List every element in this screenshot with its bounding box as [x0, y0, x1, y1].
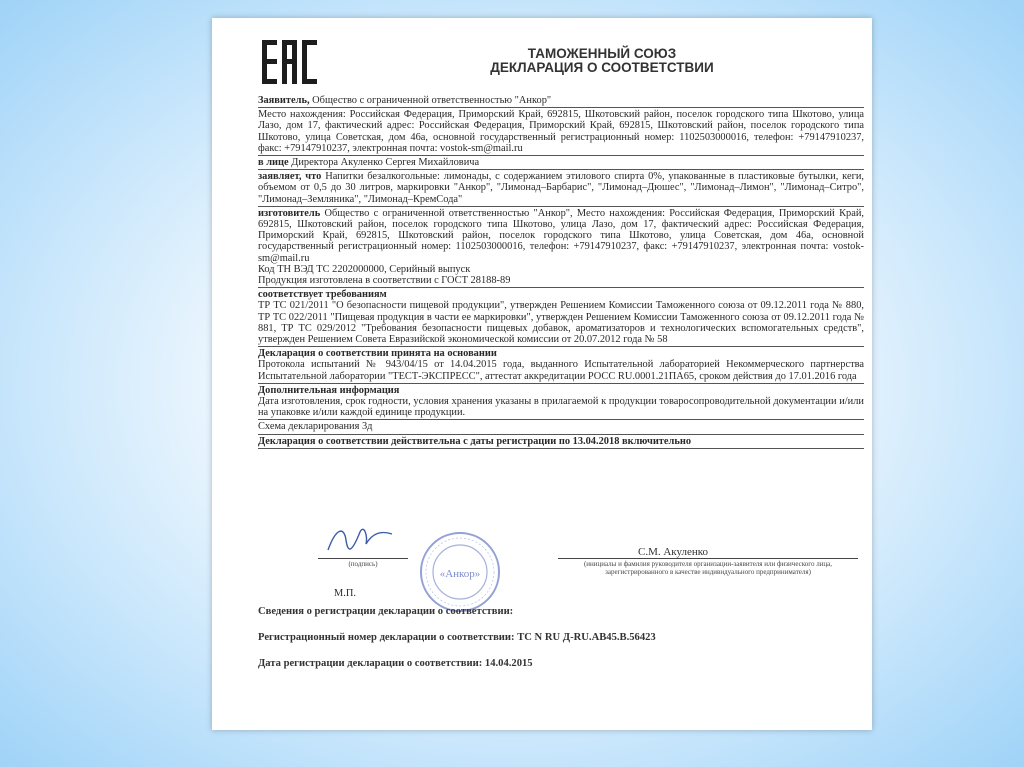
tnved-code: Код ТН ВЭД ТС 2202000000, Серийный выпуск [258, 263, 471, 275]
name-line [558, 558, 858, 559]
basis-section [258, 346, 864, 383]
declares-value: Напитки безалкогольные: лимонады, с содержанием этилового спирта 0%, упакованные в пластиковые бутылки, кеги, объемом от 0,5 до 30 литров, маркировки "Анкор", "Лимонад–Барбарис", "Лимонад–Дюшес", "Лимонад–Лимон", "Лимонад–Ситро", "Лимонад–Земляника", "Лимонад–КремСода" [258, 171, 864, 205]
signature-scribble-icon [322, 522, 402, 558]
registration-date: Дата регистрации декларации о соответствии: 14.04.2015 [258, 658, 533, 669]
svg-text:«Анкор»: «Анкор» [439, 568, 481, 580]
document-header [382, 47, 822, 75]
header-line-1: ТАМОЖЕННЫЙ СОЮЗ [527, 46, 677, 61]
signatory-name: С.М. Акуленко [638, 546, 709, 558]
person-section [258, 155, 864, 169]
scheme-section [258, 419, 864, 433]
applicant-section [258, 94, 864, 107]
person-label: в лице [258, 157, 289, 169]
signature-area [258, 518, 864, 638]
location-section [258, 107, 864, 155]
registration-number: Регистрационный номер декларации о соответствии: ТС N RU Д-RU.АВ45.В.56423 [258, 632, 656, 643]
applicant-label: Заявитель, [258, 95, 310, 106]
requirements-section [258, 287, 864, 346]
header-line-2: ДЕКЛАРАЦИЯ О СООТВЕТСТВИИ [490, 60, 714, 75]
person-value: Директора Акуленко Сергея Михайловича [291, 157, 480, 169]
signature-line [318, 558, 408, 559]
location-text: Место нахождения: Российская Федерация, Приморский Край, 692815, Шкотовский район, поселок городского типа Шкотово, улица Лазо, дом 17, фактический адрес: Российская Федерация, Приморский Край, 692815, Шкотовский район, поселок городского типа Шкотово, улица Советская, дом 46а, основной государственный регистрационный номер: 1102503000016, телефон: +79147910237, факс: +79147910237, электронная почта: vostok-sm@mail.ru [258, 109, 864, 154]
basis-value: Протокола испытаний № 943/04/15 от 14.04.2015 года, выданного Испытательной лабораторией Некоммерческого партнерства Испытательной лаборатории "ТЕСТ-ЭКСПРЕСС", аттестат аккредитации РОСС RU.0001.21ПА65, сроком действия до 17.01.2016 года [258, 359, 864, 382]
name-caption-line-1: (инициалы и фамилия руководителя организации-заявителя или физического лица, [583, 560, 833, 568]
requirements-label: соответствует требованиям [258, 289, 387, 301]
declaration-document [212, 18, 872, 730]
manufacturer-section [258, 206, 864, 287]
company-stamp [418, 530, 502, 614]
declares-label: заявляет, что [258, 171, 322, 183]
manufacturer-label: изготовитель [258, 207, 321, 219]
additional-value: Дата изготовления, срок годности, условия хранения указаны в прилагаемой к продукции товаросопроводительной документации и/или на упаковке и/или каждой единице продукции. [258, 396, 864, 419]
name-caption [558, 560, 858, 576]
declaration-body [258, 94, 864, 449]
basis-label: Декларация о соответствии принята на основании [258, 348, 497, 360]
registration-heading: Сведения о регистрации декларации о соответствии: [258, 606, 514, 617]
validity-text: Декларация о соответствии действительна с даты регистрации по 13.04.2018 включительно [258, 435, 692, 447]
gost-line: Продукция изготовлена в соответствии с ГОСТ 28188-89 [258, 275, 511, 287]
eac-logo [262, 40, 318, 84]
name-caption-line-2: зарегистрированного в качестве индивидуального предпринимателя) [605, 568, 811, 576]
additional-section [258, 383, 864, 420]
validity-section [258, 434, 864, 449]
signature-caption: (подпись) [348, 560, 378, 568]
manufacturer-value: Общество с ограниченной ответственностью "Анкор", Место нахождения: Российская Федерация, Приморский Край, 692815, Шкотовский район, поселок городского типа Шкотово, улица Лазо, дом 17, фактический адрес: Российская Федерация, Приморский Край, 692815, Шкотовский район, поселок городского типа Шкотово, улица Советская, дом 46а, основной государственный регистрационный номер: 1102503000016, телефон: +79147910237, факс: +79147910237, электронная почта: vostok-sm@mail.ru [258, 207, 864, 264]
mp-label: М.П. [334, 588, 356, 599]
declares-section [258, 169, 864, 206]
applicant-value: Общество с ограниченной ответственностью "Анкор" [312, 95, 552, 106]
scheme-text: Схема декларирования 3д [258, 421, 373, 433]
requirements-value: ТР ТС 021/2011 "О безопасности пищевой продукции", утвержден Решением Комиссии Таможенного союза от 09.12.2011 года № 880, ТР ТС 022/2011 "Пищевая продукция в части ее маркировки", утвержден Решением Комиссии Таможенного союза от 09.12.2011 года № 881, ТР ТС 029/2012 "Требования безопасности пищевых добавок, ароматизаторов и технологических вспомогательных средств", утвержден Решением Совета Евразийской экономической комиссии от 20.07.2012 года № 58 [258, 300, 864, 346]
additional-label: Дополнительная информация [258, 384, 400, 396]
